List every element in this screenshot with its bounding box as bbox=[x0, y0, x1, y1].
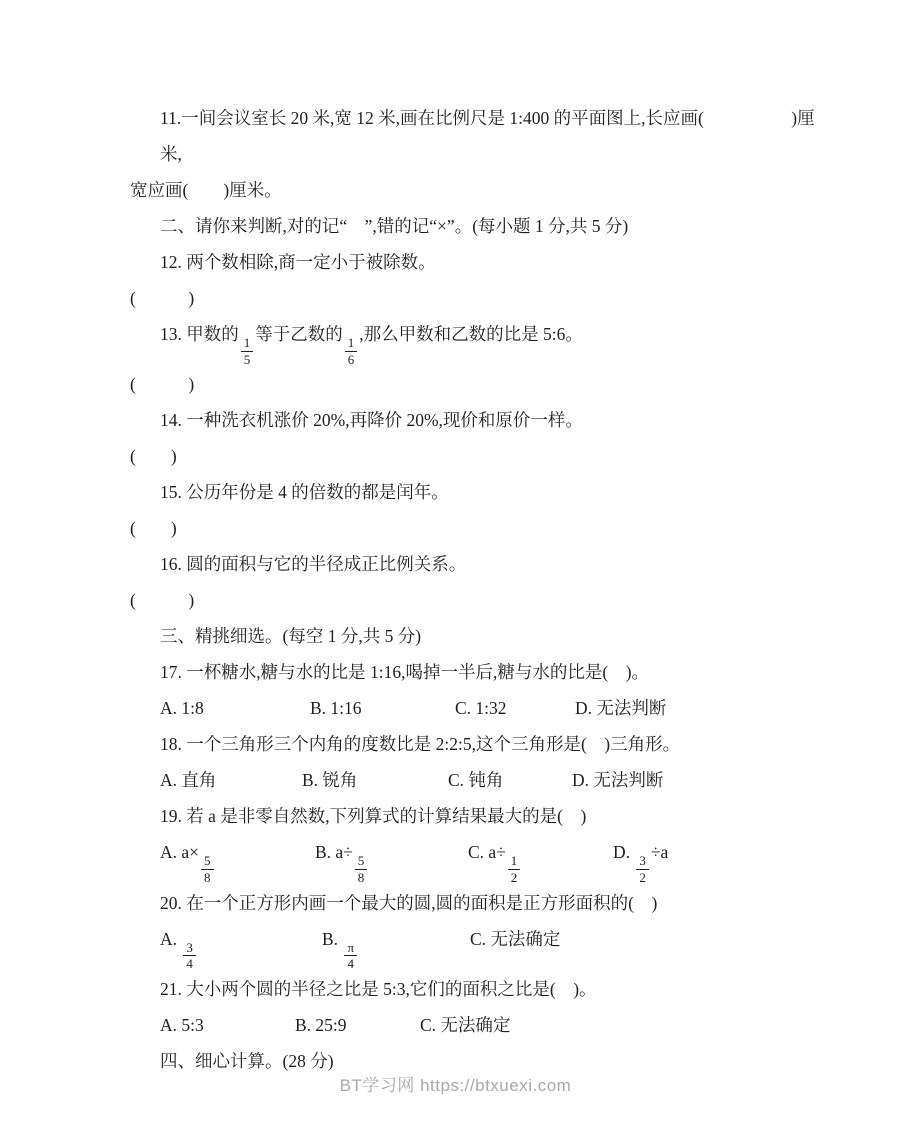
choice-option: C. 钝角 bbox=[448, 770, 504, 791]
answer-blank: ( ) bbox=[130, 446, 177, 467]
choice-option: C. 无法确定 bbox=[470, 928, 561, 949]
section-header: 四、细心计算。(28 分) bbox=[160, 1050, 334, 1071]
options-row bbox=[130, 762, 833, 798]
question-line: 11.一间会议室长 20 米,宽 12 米,画在比例尺是 1:400 的平面图上,长应画( )厘米, bbox=[160, 108, 815, 164]
choice-option: B. $\frac{\pi}{4}$ bbox=[322, 921, 470, 971]
choice-option: A. a× $\frac{5}{8}$ bbox=[160, 834, 315, 884]
options-row bbox=[130, 834, 833, 884]
choice-option: A. 5:3 bbox=[160, 1014, 204, 1035]
question-line: 19. 若 a 是非零自然数,下列算式的计算结果最大的是( ) bbox=[160, 806, 587, 827]
choice-option: D. $\frac{3}{2}$ ÷a bbox=[613, 842, 669, 885]
answer-blank: ( ) bbox=[130, 288, 195, 308]
fraction: $\frac{1}{5}$ bbox=[241, 336, 254, 366]
options-row bbox=[130, 1007, 833, 1043]
answer-blank: ( ) bbox=[130, 518, 177, 539]
choice-option: A. 1:8 bbox=[160, 698, 204, 719]
choice-option: B. 锐角 bbox=[302, 770, 358, 791]
question-line: 20. 在一个正方形内画一个最大的圆,圆的面积是正方形面积的( ) bbox=[160, 892, 658, 913]
choice-option: D. 无法判断 bbox=[575, 698, 667, 719]
watermark-footer: BT学习网 https://btxuexi.com bbox=[339, 1076, 572, 1095]
fraction: $\frac{5}{8}$ bbox=[355, 854, 368, 884]
choice-option: A. $\frac{3}{4}$ bbox=[160, 921, 322, 971]
choice-option: A. 直角 bbox=[160, 770, 217, 791]
question-line: 17. 一杯糖水,糖与水的比是 1:16,喝掉一半后,糖与水的比是( )。 bbox=[160, 662, 650, 683]
section-header: 二、请你来判断,对的记“ ”,错的记“×”。(每小题 1 分,共 5 分) bbox=[160, 216, 629, 236]
question-line: 14. 一种洗衣机涨价 20%,再降价 20%,现价和原价一样。 bbox=[160, 410, 583, 431]
choice-option: D. 无法判断 bbox=[572, 770, 664, 791]
answer-blank: ( ) bbox=[130, 374, 195, 395]
fraction: $\frac{3}{2}$ bbox=[636, 854, 649, 884]
choice-option: C. 1:32 bbox=[455, 698, 507, 719]
section-header: 三、精挑细选。(每空 1 分,共 5 分) bbox=[160, 626, 422, 647]
choice-option: C. 无法确定 bbox=[420, 1014, 511, 1035]
question-continuation: 宽应画( )厘米。 bbox=[130, 180, 282, 200]
question-line: 16. 圆的面积与它的半径成正比例关系。 bbox=[160, 554, 467, 575]
choice-option: C. a÷ $\frac{1}{2}$ bbox=[468, 834, 613, 884]
options-row bbox=[130, 690, 833, 726]
choice-option: B. a÷ $\frac{5}{8}$ bbox=[315, 834, 468, 884]
fraction: $\frac{1}{2}$ bbox=[508, 854, 521, 884]
fraction: $\frac{3}{4}$ bbox=[183, 941, 196, 971]
choice-option: B. 25:9 bbox=[295, 1014, 347, 1035]
question-line: 18. 一个三角形三个内角的度数比是 2:2:5,这个三角形是( )三角形。 bbox=[160, 734, 681, 755]
options-row bbox=[130, 921, 833, 971]
question-line: 12. 两个数相除,商一定小于被除数。 bbox=[160, 252, 436, 272]
fraction: $\frac{\pi}{4}$ bbox=[344, 941, 357, 971]
fraction: $\frac{1}{6}$ bbox=[345, 336, 358, 366]
choice-option: B. 1:16 bbox=[310, 698, 362, 719]
fraction: $\frac{5}{8}$ bbox=[201, 854, 214, 884]
question-line: 21. 大小两个圆的半径之比是 5:3,它们的面积之比是( )。 bbox=[160, 978, 597, 999]
answer-blank: ( ) bbox=[130, 590, 195, 611]
question-line: 13. 甲数的 $\frac{1}{5}$ 等于乙数的 $\frac{1}{6}$ ,那么甲数和乙数的比是 5:6。 bbox=[160, 324, 583, 367]
question-line: 15. 公历年份是 4 的倍数的都是闰年。 bbox=[160, 482, 449, 503]
